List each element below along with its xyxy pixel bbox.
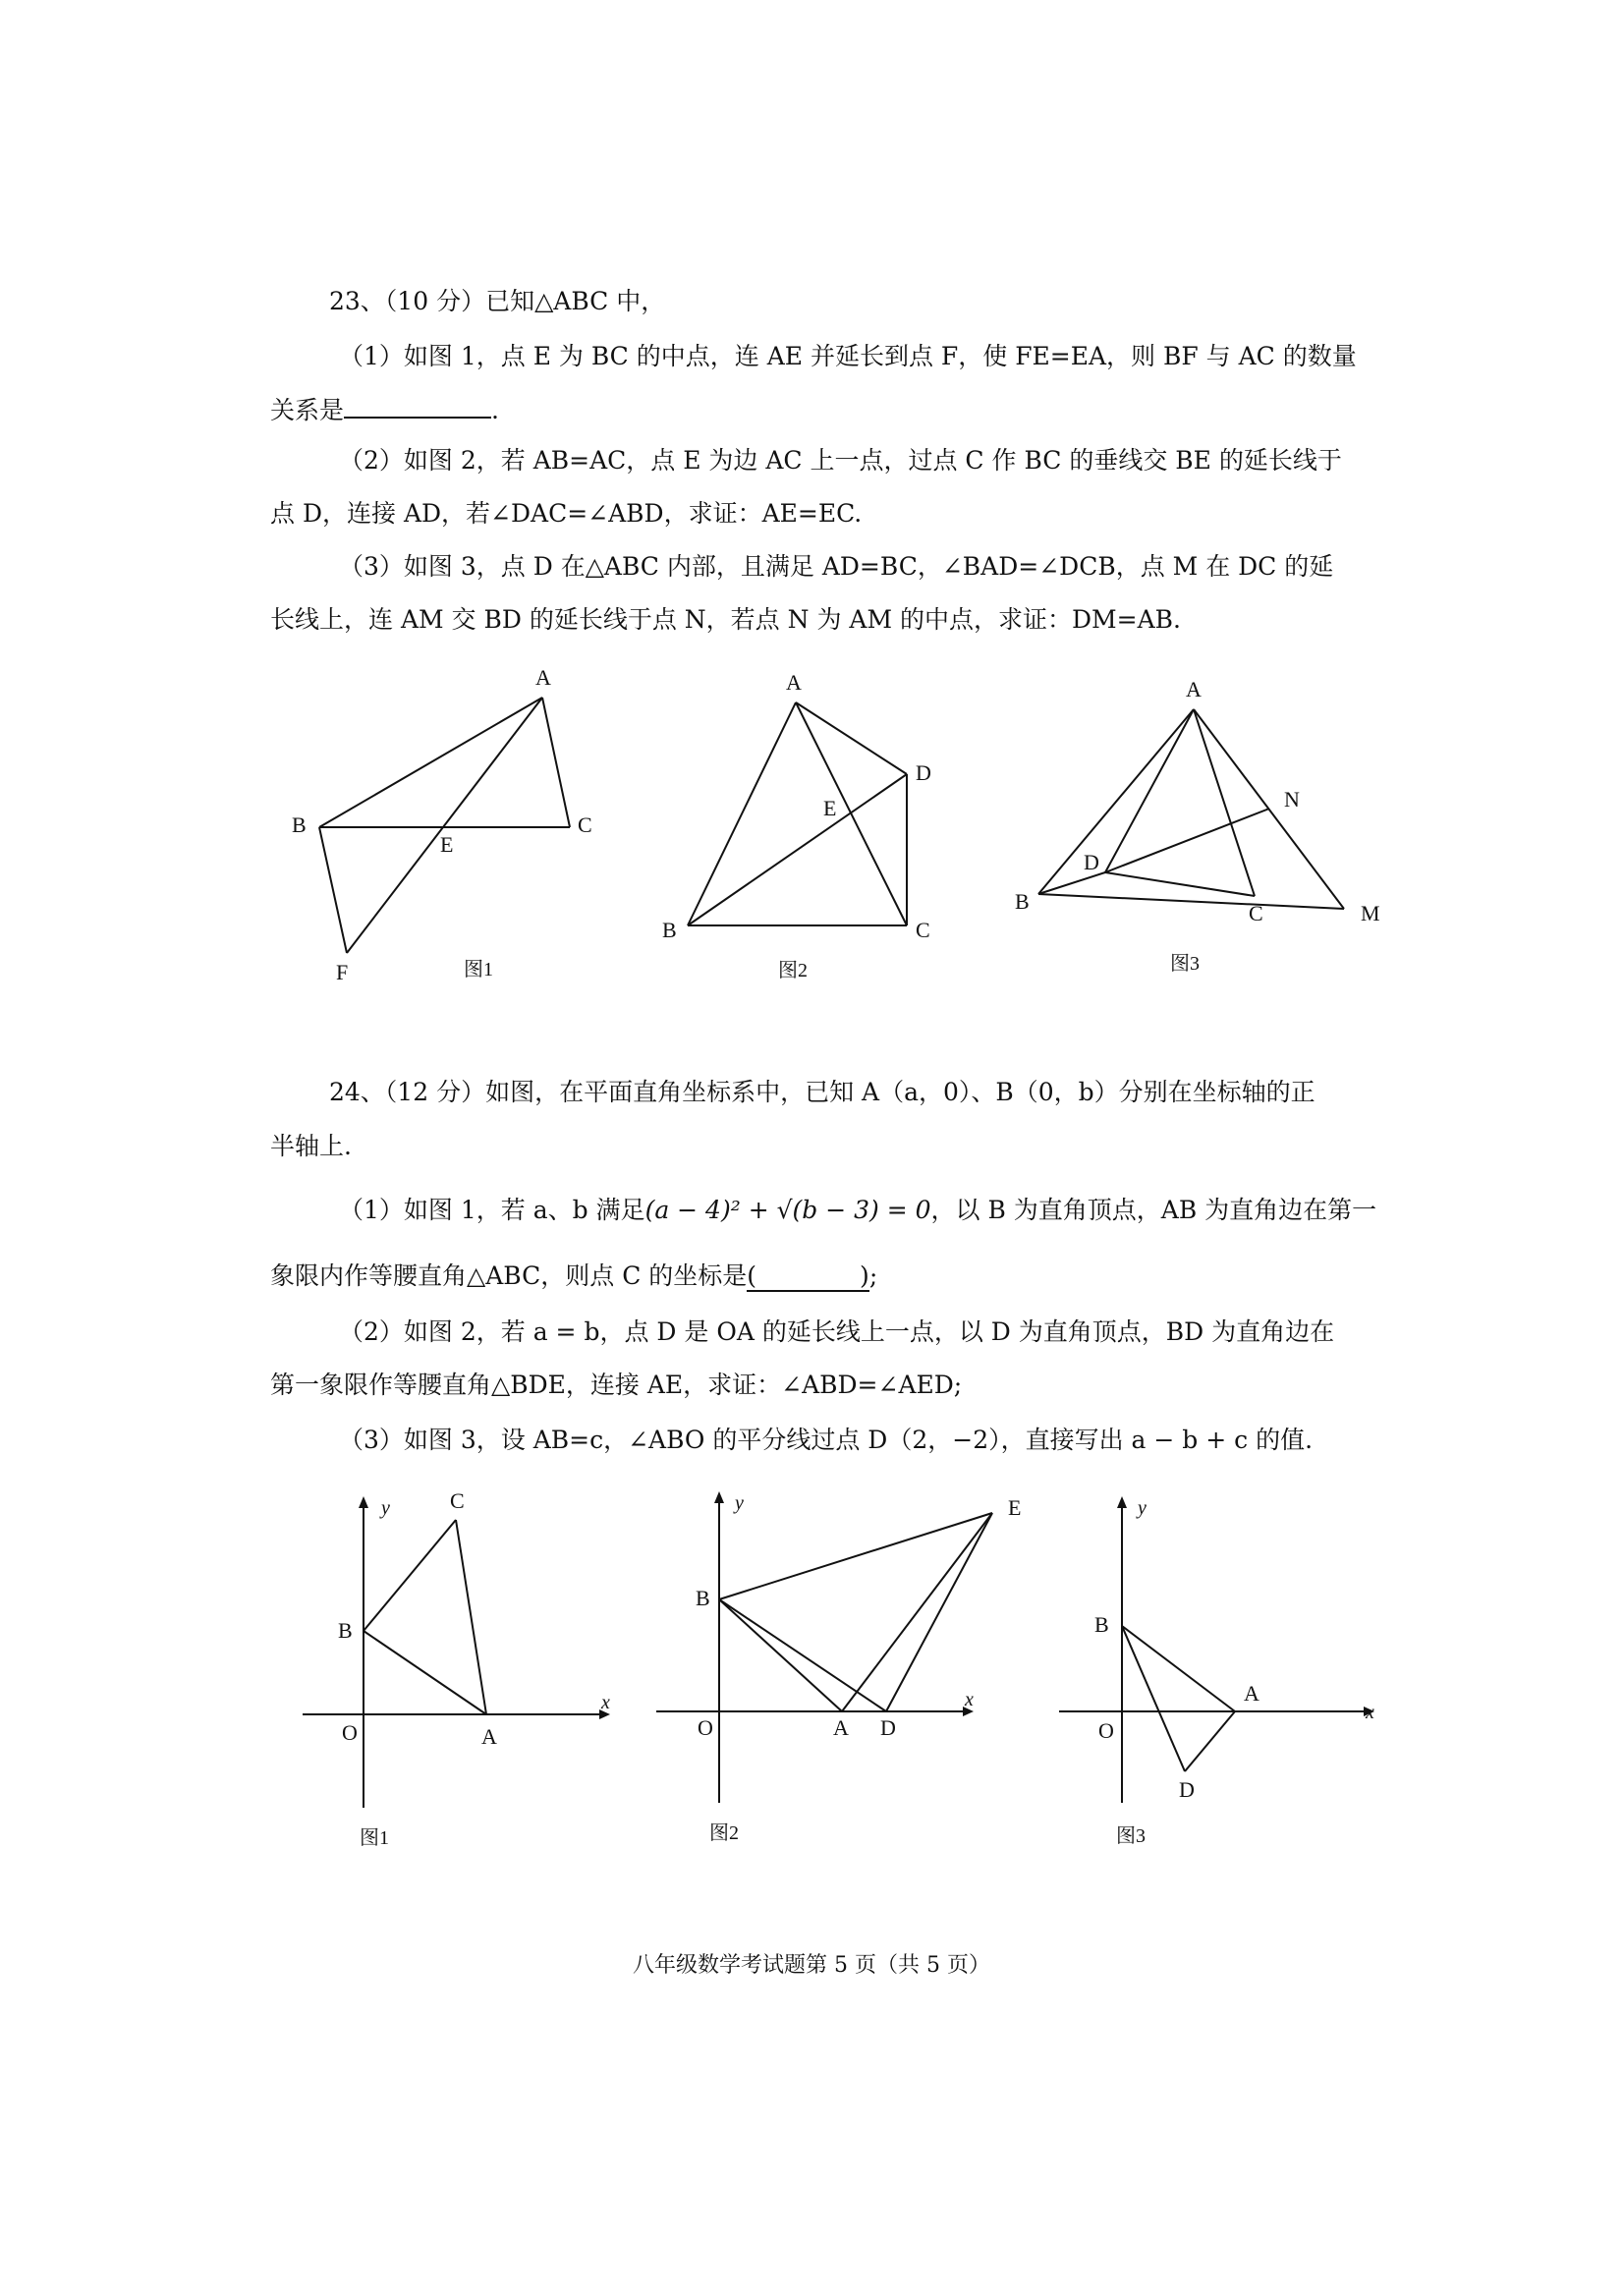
- label-O: O: [342, 1720, 358, 1745]
- label-D: D: [1179, 1777, 1195, 1802]
- label-F: F: [336, 960, 349, 984]
- q24-part1-end: ;: [868, 1261, 878, 1290]
- q23-header: 23、（10 分）已知△ABC 中，: [329, 287, 666, 315]
- q24-part1-line1: [339, 1194, 1376, 1227]
- label-A: A: [1244, 1681, 1259, 1706]
- q24-figure-2: [648, 1474, 1041, 1851]
- answer-blank: [344, 391, 491, 419]
- q23-figure-3: [997, 668, 1410, 996]
- label-B: B: [696, 1586, 710, 1610]
- q24-part3: （3）如图 3，设 AB=c，∠ABO 的平分线过点 D（2，−2），直接写出 a − b + c 的值.: [339, 1426, 1314, 1454]
- x-axis-label: x: [601, 1692, 610, 1713]
- answer-blank: [747, 1261, 869, 1292]
- label-C: C: [450, 1488, 465, 1513]
- q23-part1-line1: （1）如图 1，点 E 为 BC 的中点，连 AE 并延长到点 F，使 FE=EA，则 BF 与 AC 的数量: [339, 342, 1357, 370]
- label-D: D: [880, 1715, 896, 1740]
- q23-part1-line2: [270, 391, 499, 427]
- figure-caption: 图3: [1170, 953, 1200, 975]
- y-axis-label: y: [735, 1492, 744, 1514]
- y-axis-label: y: [381, 1497, 390, 1519]
- label-D: D: [1084, 850, 1099, 874]
- label-C: C: [578, 812, 592, 837]
- label-C: C: [1249, 901, 1263, 925]
- label-O: O: [698, 1715, 713, 1740]
- q23-part3-line1: （3）如图 3，点 D 在△ABC 内部，且满足 AD=BC，∠BAD=∠DCB，点 M 在 DC 的延: [339, 552, 1334, 581]
- y-axis-label: y: [1138, 1497, 1147, 1519]
- label-A: A: [786, 670, 802, 695]
- figure-caption: 图2: [709, 1822, 739, 1844]
- q24-part1-line2: [270, 1260, 877, 1293]
- label-C: C: [916, 918, 930, 942]
- label-E: E: [440, 832, 454, 857]
- q23-figure-1: [275, 663, 619, 991]
- label-B: B: [292, 812, 307, 837]
- q23-part2-line2: 点 D，连接 AD，若∠DAC=∠ABD，求证：AE=EC.: [270, 499, 863, 528]
- label-A: A: [535, 665, 551, 690]
- label-A: A: [833, 1715, 849, 1740]
- label-B: B: [1015, 889, 1030, 914]
- q24-header-line2: 半轴上.: [270, 1132, 352, 1160]
- label-A: A: [481, 1724, 497, 1749]
- figure-caption: 图2: [778, 960, 808, 981]
- label-B: B: [662, 918, 677, 942]
- label-D: D: [916, 760, 931, 785]
- q23-figure-2: [648, 668, 963, 996]
- blank-paren-close: ): [860, 1261, 869, 1290]
- label-A: A: [1186, 677, 1202, 701]
- label-E: E: [1008, 1495, 1022, 1520]
- q24-part1-formula: (a − 4)² + √(b − 3) = 0: [644, 1196, 931, 1224]
- label-B: B: [1094, 1612, 1109, 1637]
- figure-caption: 图1: [464, 959, 493, 980]
- q23-part2-line1: （2）如图 2，若 AB=AC，点 E 为边 AC 上一点，过点 C 作 BC 的垂线交 BE 的延长线于: [339, 446, 1342, 475]
- q23-part1-period: .: [491, 396, 499, 424]
- label-E: E: [823, 796, 837, 820]
- figure-caption: 图1: [360, 1827, 389, 1849]
- label-N: N: [1284, 787, 1300, 812]
- label-B: B: [338, 1618, 353, 1643]
- x-axis-label: x: [965, 1689, 974, 1710]
- q24-part1-post: ，以 B 为直角顶点，AB 为直角边在第一: [930, 1196, 1377, 1224]
- q23-part1-text: 关系是: [270, 396, 345, 424]
- q24-figure-1: [295, 1479, 629, 1856]
- q24-header-line1: 24、（12 分）如图，在平面直角坐标系中，已知 A（a，0）、B（0，b）分别在坐标轴的正: [329, 1078, 1315, 1106]
- blank-paren-open: (: [747, 1261, 757, 1290]
- label-M: M: [1361, 901, 1380, 925]
- q24-part1-text: 象限内作等腰直角△ABC，则点 C 的坐标是: [270, 1261, 748, 1290]
- q23-part3-line2: 长线上，连 AM 交 BD 的延长线于点 N，若点 N 为 AM 的中点，求证：DM=AB.: [270, 605, 1181, 634]
- figure-caption: 图3: [1116, 1825, 1146, 1847]
- page-footer: 八年级数学考试题第 5 页（共 5 页）: [633, 1953, 990, 1978]
- q24-part2-line1: （2）如图 2，若 a = b，点 D 是 OA 的延长线上一点，以 D 为直角顶点，BD 为直角边在: [339, 1317, 1335, 1346]
- x-axis-label: x: [1366, 1702, 1374, 1723]
- q24-part1-pre: （1）如图 1，若 a、b 满足: [339, 1196, 645, 1224]
- label-O: O: [1098, 1718, 1114, 1743]
- q24-figure-3: [1051, 1479, 1385, 1856]
- q24-part2-line2: 第一象限作等腰直角△BDE，连接 AE，求证：∠ABD=∠AED;: [270, 1371, 963, 1399]
